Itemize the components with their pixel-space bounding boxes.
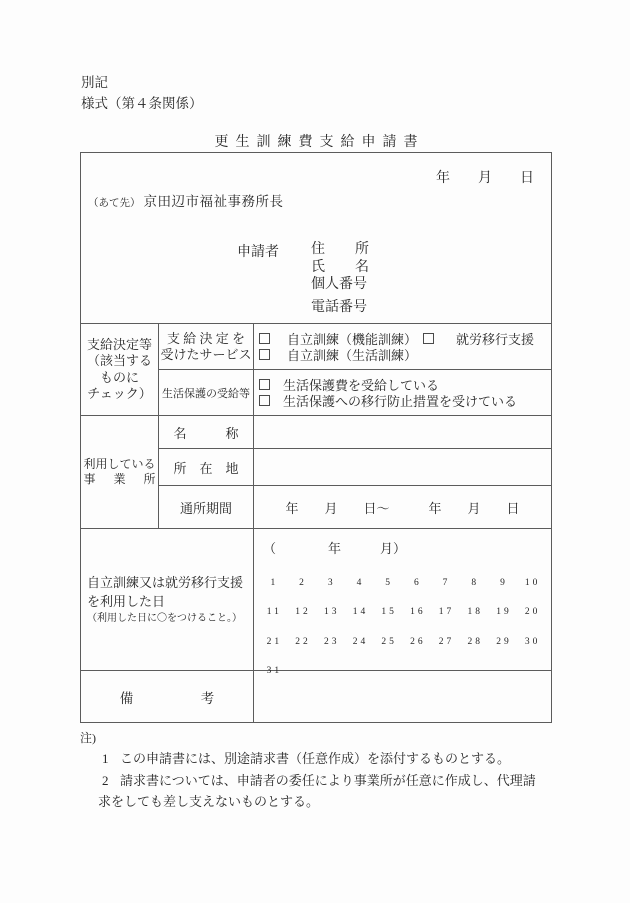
welfare-options-cell: [254, 370, 551, 416]
usage-label-line: 自立訓練又は就労移行支援: [87, 574, 244, 590]
service-option-label: 就労移行支援: [456, 332, 535, 348]
calendar-day-27[interactable]: 27: [438, 636, 455, 647]
service-option-label: 自立訓練（機能訓練）: [287, 332, 418, 348]
calendar-day-17[interactable]: 17: [438, 607, 455, 618]
applicant-block: [237, 241, 369, 316]
attendance-period-label: 通所期間: [159, 486, 254, 529]
calendar-day-29[interactable]: 29: [496, 636, 512, 647]
calendar-day-31[interactable]: 31: [266, 666, 283, 677]
calendar-day-15[interactable]: 15: [381, 607, 397, 618]
calendar-day-25[interactable]: 25: [381, 636, 397, 647]
calendar-day-13[interactable]: 13: [323, 607, 340, 618]
decision-section-header: [81, 324, 159, 416]
checkbox-welfare-prevention-measure[interactable]: [259, 395, 270, 406]
welfare-option-label: 生活保護費を受給している: [283, 378, 440, 394]
calendar-day-9[interactable]: 9: [500, 577, 508, 588]
applicant-fields: [311, 241, 369, 316]
calendar-day-3[interactable]: 3: [327, 577, 336, 588]
footnote-number: 1: [102, 751, 109, 766]
service-option-label: 自立訓練（生活訓練）: [287, 347, 418, 363]
calendar-day-1[interactable]: 1: [270, 577, 279, 588]
footnote-item: [80, 748, 560, 770]
calendar-day-14[interactable]: 14: [352, 607, 369, 618]
attendance-period-field[interactable]: 年 月 日～ 年 月 日: [254, 486, 551, 529]
decision-header-line: （該当する: [86, 353, 152, 368]
welfare-option-label: 生活保護への移行防止措置を受けている: [283, 393, 518, 409]
calendar-day-10[interactable]: 10: [524, 577, 541, 588]
addressee-line: [88, 190, 284, 210]
calendar-day-21[interactable]: 21: [266, 636, 283, 647]
decision-header-line: チェック）: [87, 386, 152, 401]
calendar-day-2[interactable]: 2: [299, 577, 307, 588]
calendar-day-18[interactable]: 18: [467, 607, 483, 618]
calendar-day-5[interactable]: 5: [385, 577, 394, 588]
address-field-label[interactable]: 住 所: [311, 242, 369, 257]
office-location-field[interactable]: [254, 449, 551, 486]
application-form-table: [80, 152, 552, 723]
calendar-day-24[interactable]: 24: [352, 636, 369, 647]
service-option-row: [259, 347, 551, 363]
footnote-item: [80, 770, 560, 792]
footnote-number: 2: [102, 772, 109, 788]
addressee-prefix: （あて先）: [88, 198, 141, 209]
calendar-day-30[interactable]: 30: [524, 636, 541, 647]
calendar-day-26[interactable]: 26: [410, 636, 426, 647]
form-header-cell: [81, 153, 551, 324]
footnote-continuation: 求をしても差し支えないものとする。: [98, 794, 320, 809]
calendar-day-28[interactable]: 28: [467, 636, 483, 647]
footnotes: [80, 729, 560, 813]
decision-header-line: 支給決定等: [86, 336, 152, 352]
date-field[interactable]: 年 月 日: [436, 171, 534, 186]
office-header-line: 利用している: [83, 457, 156, 471]
footnote-text: 請求書については、申請者の委任により事業所が任意に作成し、代理請: [120, 772, 536, 788]
calendar-day-8[interactable]: 8: [471, 577, 480, 588]
doc-style-ref: 様式（第４条関係）: [81, 96, 203, 111]
services-options-cell: [254, 324, 551, 370]
calendar-day-7[interactable]: 7: [442, 577, 451, 588]
doc-annotation: 別記: [81, 75, 108, 90]
services-row-label: [159, 324, 254, 370]
office-name-field[interactable]: [254, 416, 551, 449]
calendar-day-22[interactable]: 22: [295, 636, 311, 647]
applicant-label: 申請者: [237, 245, 279, 260]
name-field-label[interactable]: 氏 名: [311, 259, 369, 275]
welfare-row-label: 生活保護の受給等: [159, 370, 254, 416]
page-title: 更生訓練費支給申請書: [214, 135, 425, 150]
calendar-day-20[interactable]: 20: [524, 607, 541, 618]
usage-calendar-cell: [254, 529, 551, 677]
addressee-name: 京田辺市福祉事務所長: [143, 194, 284, 209]
checkbox-service-life-training[interactable]: [259, 349, 270, 360]
calendar-day-19[interactable]: 19: [496, 607, 512, 618]
services-label-line: 支 給 決 定 を: [166, 331, 245, 346]
calendar-month-field[interactable]: （ 年 月）: [263, 541, 407, 556]
calendar-day-4[interactable]: 4: [356, 577, 365, 588]
personal-number-field-label[interactable]: 個人番号: [311, 277, 367, 292]
calendar-day-6[interactable]: 6: [413, 577, 422, 588]
welfare-option-row: [259, 393, 551, 409]
office-name-label: 名 称: [159, 416, 254, 449]
calendar-day-23[interactable]: 23: [323, 636, 340, 647]
office-section-header: [81, 416, 159, 529]
office-location-label: 所 在 地: [159, 449, 254, 486]
footnote-text: この申請書には、別途請求書（任意作成）を添付するものとする。: [120, 751, 511, 766]
phone-field-label[interactable]: 電話番号: [311, 299, 367, 315]
checkbox-welfare-receiving[interactable]: [259, 379, 270, 390]
remarks-label: 備 考: [81, 671, 254, 722]
checkbox-service-functional-training[interactable]: [259, 333, 270, 344]
calendar-day-12[interactable]: 12: [295, 607, 311, 618]
usage-label-line: を利用した日: [87, 593, 166, 609]
services-label-line: 受けたサービス: [160, 346, 252, 362]
remarks-field[interactable]: [254, 671, 551, 722]
calendar-day-11[interactable]: 11: [266, 607, 282, 618]
checkbox-service-employment-transfer[interactable]: [423, 333, 434, 344]
decision-header-line: ものに: [99, 369, 139, 385]
doc-annotations: [81, 72, 203, 114]
calendar-day-16[interactable]: 16: [410, 607, 426, 618]
footnotes-header: 注): [80, 731, 96, 745]
calendar-days: [260, 568, 547, 686]
usage-label-note: （利用した日に〇をつけること。）: [87, 612, 242, 624]
usage-days-label: [81, 529, 254, 671]
office-header-line: 事 業 所: [83, 472, 156, 486]
